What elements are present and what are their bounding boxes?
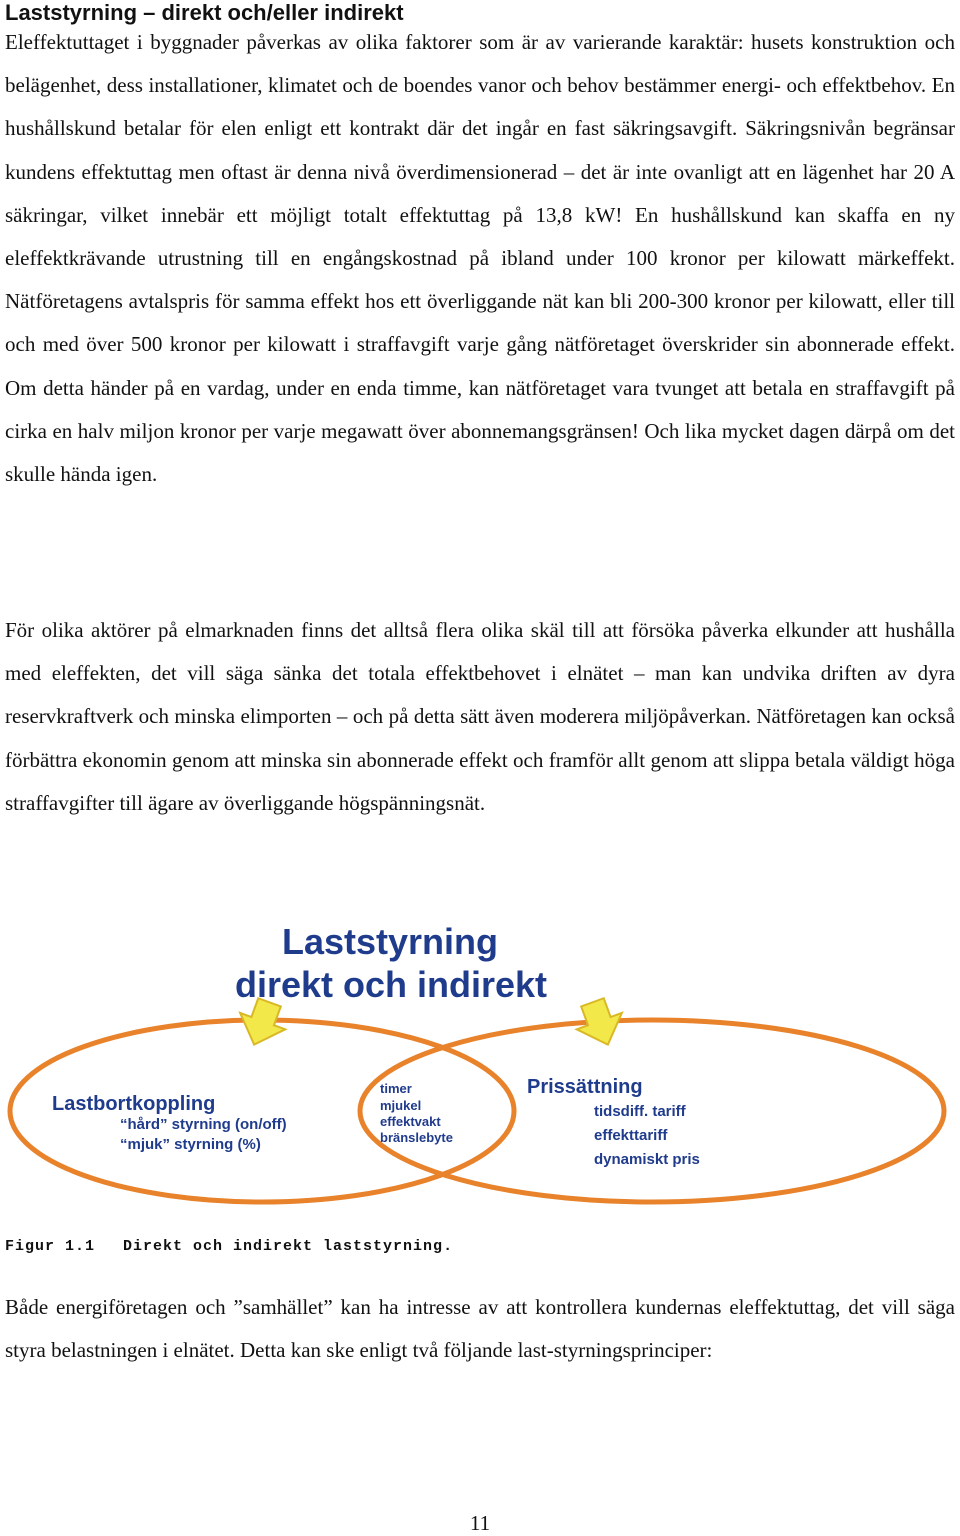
- middle-item-3: effektvakt: [380, 1114, 441, 1129]
- body-paragraph-3: Både energiföretagen och ”samhället” kan ha intresse av att kontrollera kundernas eleffektuttag, det vill säga styra belastningen i elnätet. Detta kan ske enligt två följande last-styrningsprinciper:: [5, 1295, 955, 1363]
- body-paragraph-1: Eleffektuttaget i byggnader påverkas av olika faktorer som är av varierande karaktär: husets konstruktion och belägenhet, dess installationer, klimatet och de boendes vanor och behov bestämmer energi- och effektbehov. En hushållskund betalar för elen enligt ett kontrakt där det ingår en fast säkringsavgift. Säkringsnivån begränsar kundens effektuttag men oftast är denna nivå överdimensionerad – det är inte ovanligt att en lägenhet har 20 A säkringar, vilket innebär ett möjligt totalt effektuttag på 13,8 kW! En hushållskund kan skaffa en ny eleffektkrävande utrustning till en engångskostnad på ibland under 100 kronor per kilowatt märkeffekt. Nätföretagens avtalspris för samma effekt hos ett överliggande nät kan bli 200-300 kronor per kilowatt, eller till och med över 500 kronor per kilowatt i straffavgift varje gång nätföretaget överskrider sin abonnerade effekt. Om detta händer på en vardag, under en enda timme, kan nätföretaget vara tvunget att betala en straffavgift på cirka en halv miljon kronor per varje megawatt över abonnemangsgränsen! Och lika mycket dagen därpå om det skulle hända igen.: [5, 30, 955, 487]
- figure-caption: [5, 1238, 453, 1255]
- figure-title-line2: direkt och indirekt: [234, 964, 548, 1005]
- right-item-2: effekttariff: [594, 1127, 668, 1144]
- middle-item-1: timer: [380, 1081, 412, 1096]
- left-item-2: “mjuk” styrning (%): [120, 1136, 261, 1153]
- page-number: 11: [469, 1511, 491, 1535]
- caption-number: Figur 1.1: [5, 1238, 96, 1255]
- middle-item-2: mjukel: [380, 1098, 422, 1113]
- venn-diagram: [0, 905, 960, 1205]
- load-control-figure: [0, 905, 960, 1205]
- left-item-1: “hård” styrning (on/off): [120, 1116, 287, 1133]
- section-heading: Laststyrning – direkt och/eller indirekt: [5, 0, 404, 25]
- left-label: Lastbortkoppling: [52, 1093, 216, 1115]
- right-label: Prissättning: [527, 1076, 643, 1098]
- figure-title-line1: Laststyrning: [281, 921, 499, 962]
- middle-item-4: bränslebyte: [380, 1130, 453, 1145]
- right-item-3: dynamiskt pris: [594, 1151, 700, 1168]
- caption-text: Direkt och indirekt laststyrning.: [123, 1238, 454, 1255]
- right-item-1: tidsdiff. tariff: [594, 1103, 686, 1120]
- body-paragraph-2: För olika aktörer på elmarknaden finns det alltså flera olika skäl till att försöka påverka elkunder att hushålla med eleffekten, det vill säga sänka det totala effektbehovet i elnätet – man kan undvika driften av dyra reservkraftverk och minska elimporten – och på detta sätt även moderera miljöpåverkan. Nätföretagen kan också förbättra ekonomin genom att minska sin abonnerade effekt och framför allt genom att slippa betala väldigt höga straffavgifter till ägare av överliggande högspänningsnät.: [5, 618, 955, 815]
